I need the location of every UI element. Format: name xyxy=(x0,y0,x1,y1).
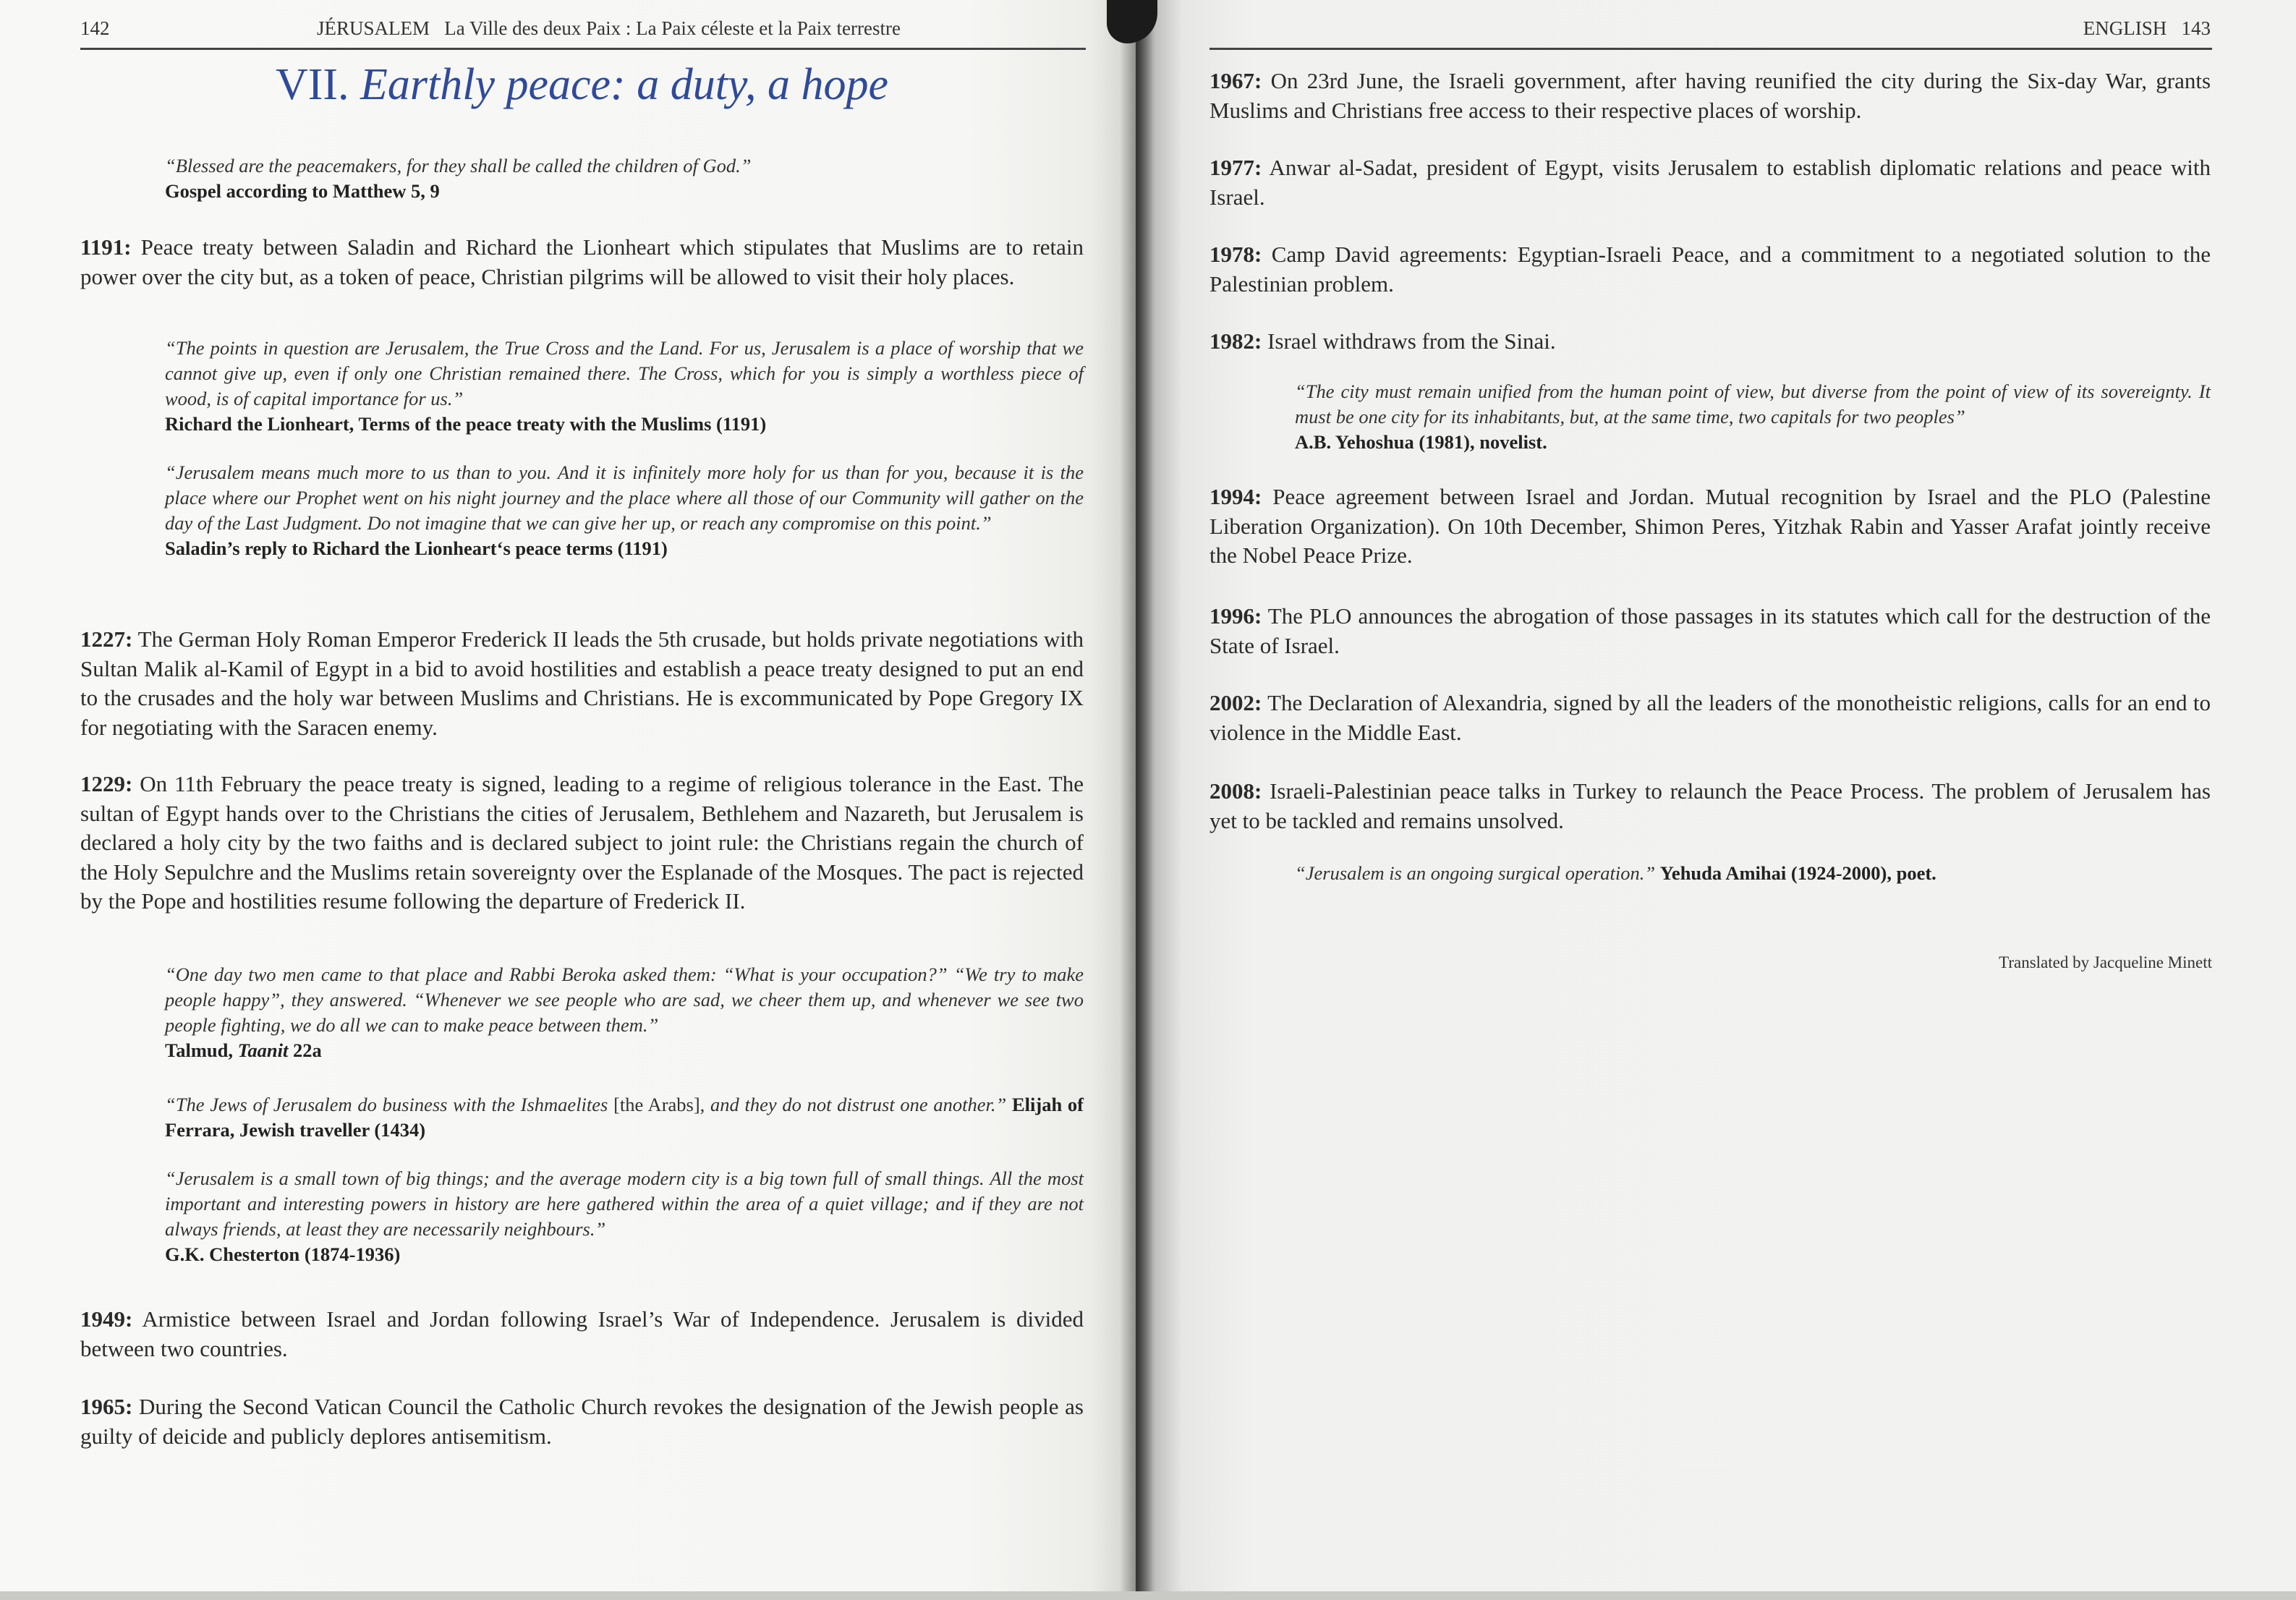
quote-attribution: Yehuda Amihai (1924-2000), poet. xyxy=(1659,862,1936,884)
entry-year: 1978: xyxy=(1209,242,1262,267)
entry-year: 1949: xyxy=(80,1306,133,1332)
entry-text: During the Second Vatican Council the Catholic Church revokes the designation of the Jewish people as guilty of deicide and publicly deplores antisemitism. xyxy=(80,1394,1084,1449)
running-head-label: ENGLISH xyxy=(2083,17,2167,39)
left-page xyxy=(0,0,1136,1591)
chapter-title-text: Earthly peace: a duty, a hope xyxy=(360,60,889,109)
translator-credit: Translated by Jacqueline Minett xyxy=(1999,953,2212,971)
entry-year: 1982: xyxy=(1209,328,1262,354)
entry-year: 2002: xyxy=(1209,690,1262,715)
quote-text: “The city must remain unified from the human point of view, but diverse from the point of view of its sovereignty. It must be one city for its inhabitants, but, at the same time, two capitals for two peoples” xyxy=(1295,380,2211,427)
quote-amihai xyxy=(1295,861,2211,886)
quote-yehoshua xyxy=(1295,379,2211,455)
entry-1949 xyxy=(80,1305,1084,1363)
entry-1229 xyxy=(80,770,1084,916)
right-page xyxy=(1136,0,2296,1591)
quote-richard xyxy=(165,336,1084,437)
entry-text: The German Holy Roman Emperor Frederick II leads the 5th crusade, but holds private negotiations with Sultan Malik al-Kamil of Egypt in a bid to avoid hostilities and establish a peace treaty designed to put an end to the crusades and the holy war between Muslims and Christians. He is excommunicated by Pope Gregory IX for negotiating with the Saracen enemy. xyxy=(80,626,1084,740)
chapter-title xyxy=(80,59,1084,111)
quote-text: “One day two men came to that place and Rabbi Beroka asked them: “What is your occupation?” “We try to make people happy”, they answered. “Whenever we see people who are sad, we cheer them up, and whenever we see two people fighting, we do all we can to make peace between them.” xyxy=(165,963,1084,1036)
chapter-numeral: VII. xyxy=(275,60,349,109)
entry-year: 1977: xyxy=(1209,155,1262,180)
quote-attribution: Elijah of Ferrara, Jewish traveller (1434) xyxy=(165,1094,1084,1141)
quote-text: , and they do not distrust one another.” xyxy=(700,1094,1007,1115)
header-rule xyxy=(1209,48,2212,50)
quote-talmud xyxy=(165,962,1084,1063)
scan-bottom-edge xyxy=(0,1591,2296,1600)
entry-text: Camp David agreements: Egyptian-Israeli Peace, and a commitment to a negotiated solution to the Palestinian problem. xyxy=(1209,242,2211,297)
entry-text: On 23rd June, the Israeli government, after having reunified the city during the Six-day War, grants Muslims and Christians free access to their respective places of worship. xyxy=(1209,68,2211,123)
attribution-source: Talmud, xyxy=(165,1039,234,1061)
entry-2002 xyxy=(1209,689,2211,747)
entry-text: On 11th February the peace treaty is signed, leading to a regime of religious tolerance in the East. The sultan of Egypt hands over to the Christians the cities of Jerusalem, Bethlehem and Nazareth, but Jerusalem is declared a holy city by the two faiths and is declared subject to joint rule: the Christians regain the church of the Holy Sepulchre and the Muslims retain sovereignty over the Esplanade of the Mosques. The pact is rejected by the Pope and hostilities resume following the departure of Frederick II. xyxy=(80,771,1084,914)
quote-text: “The points in question are Jerusalem, the True Cross and the Land. For us, Jerusalem is a place of worship that we cannot give up, even if only one Christian remained there. The Cross, which for you is simply a worthless piece of wood, is of capital importance for us.” xyxy=(165,337,1084,409)
quote-attribution: Richard the Lionheart, Terms of the peace treaty with the Muslims (1191) xyxy=(165,413,767,435)
quote-chesterton xyxy=(165,1166,1084,1267)
entry-1994 xyxy=(1209,482,2211,571)
entry-year: 1967: xyxy=(1209,68,1262,93)
entry-1967 xyxy=(1209,67,2211,125)
entry-text: The PLO announces the abrogation of those passages in its statutes which call for the destruction of the State of Israel. xyxy=(1209,603,2211,658)
entry-text: Israeli-Palestinian peace talks in Turkey to relaunch the Peace Process. The problem of Jerusalem has yet to be tackled and remains unsolved. xyxy=(1209,778,2211,833)
attribution-folio: 22a xyxy=(293,1039,322,1061)
running-head xyxy=(2083,17,2211,40)
quote-text: “Blessed are the peacemakers, for they shall be called the children of God.” xyxy=(165,155,752,176)
quote-text: “The Jews of Jerusalem do business with the Ishmaelites xyxy=(165,1094,608,1115)
entry-1982 xyxy=(1209,327,2211,357)
running-head: JÉRUSALEM La Ville des deux Paix : La Paix céleste et la Paix terrestre xyxy=(317,17,901,39)
quote-insertion: [the Arabs] xyxy=(613,1094,700,1115)
quote-text: “Jerusalem is a small town of big things; and the average modern city is a big town full of small things. All the most important and interesting powers in history are here gathered within the area of a quiet village; and if they are not always friends, at least they are necessarily neighbours.” xyxy=(165,1167,1084,1240)
entry-year: 2008: xyxy=(1209,778,1262,804)
entry-1965 xyxy=(80,1392,1084,1451)
entry-year: 1965: xyxy=(80,1394,133,1419)
quote-saladin xyxy=(165,460,1084,561)
entry-text: Israel withdraws from the Sinai. xyxy=(1267,328,1556,354)
quote-attribution: G.K. Chesterton (1874-1936) xyxy=(165,1243,401,1265)
quote-text: “Jerusalem means much more to us than to you. And it is infinitely more holy for us than for you, because it is the place where our Prophet went on his night journey and the place where all those of our Community will gather on the day of the Last Judgment. Do not imagine that we can give her up, or reach any compromise on this point.” xyxy=(165,461,1084,534)
entry-year: 1191: xyxy=(80,234,132,260)
entry-year: 1996: xyxy=(1209,603,1262,629)
entry-year: 1227: xyxy=(80,626,133,652)
entry-1996 xyxy=(1209,602,2211,660)
epigraph xyxy=(165,153,1084,204)
quote-attribution: Gospel according to Matthew 5, 9 xyxy=(165,180,440,202)
entry-1977 xyxy=(1209,153,2211,212)
quote-elijah xyxy=(165,1092,1084,1143)
entry-1978 xyxy=(1209,240,2211,299)
quote-attribution xyxy=(165,1038,1084,1063)
quote-attribution: Saladin’s reply to Richard the Lionheart‘s peace terms (1191) xyxy=(165,537,668,559)
entry-2008 xyxy=(1209,777,2211,835)
quote-text: “Jerusalem is an ongoing surgical operation.” xyxy=(1295,862,1656,884)
attribution-tractate: Taanit xyxy=(237,1039,289,1061)
entry-text: Peace agreement between Israel and Jordan. Mutual recognition by Israel and the PLO (Palestine Liberation Organization). On 10th December, Shimon Peres, Yitzhak Rabin and Yasser Arafat jointly receive the Nobel Peace Prize. xyxy=(1209,484,2211,568)
quote-attribution: A.B. Yehoshua (1981), novelist. xyxy=(1295,431,1547,453)
page-number: 142 xyxy=(80,17,110,39)
entry-text: Anwar al-Sadat, president of Egypt, visits Jerusalem to establish diplomatic relations and peace with Israel. xyxy=(1209,155,2211,210)
entry-text: Peace treaty between Saladin and Richard the Lionheart which stipulates that Muslims are to retain power over the city but, as a token of peace, Christian pilgrims will be allowed to visit their holy places. xyxy=(80,234,1084,289)
entry-1227 xyxy=(80,625,1084,742)
entry-text: Armistice between Israel and Jordan following Israel’s War of Independence. Jerusalem is divided between two countries. xyxy=(80,1306,1084,1361)
header-rule xyxy=(80,48,1086,50)
page-number: 143 xyxy=(2181,17,2211,39)
entry-year: 1994: xyxy=(1209,484,1262,509)
entry-year: 1229: xyxy=(80,771,133,796)
book-gutter xyxy=(1120,0,1156,1591)
entry-1191 xyxy=(80,233,1084,292)
entry-text: The Declaration of Alexandria, signed by all the leaders of the monotheistic religions, calls for an end to violence in the Middle East. xyxy=(1209,690,2211,745)
